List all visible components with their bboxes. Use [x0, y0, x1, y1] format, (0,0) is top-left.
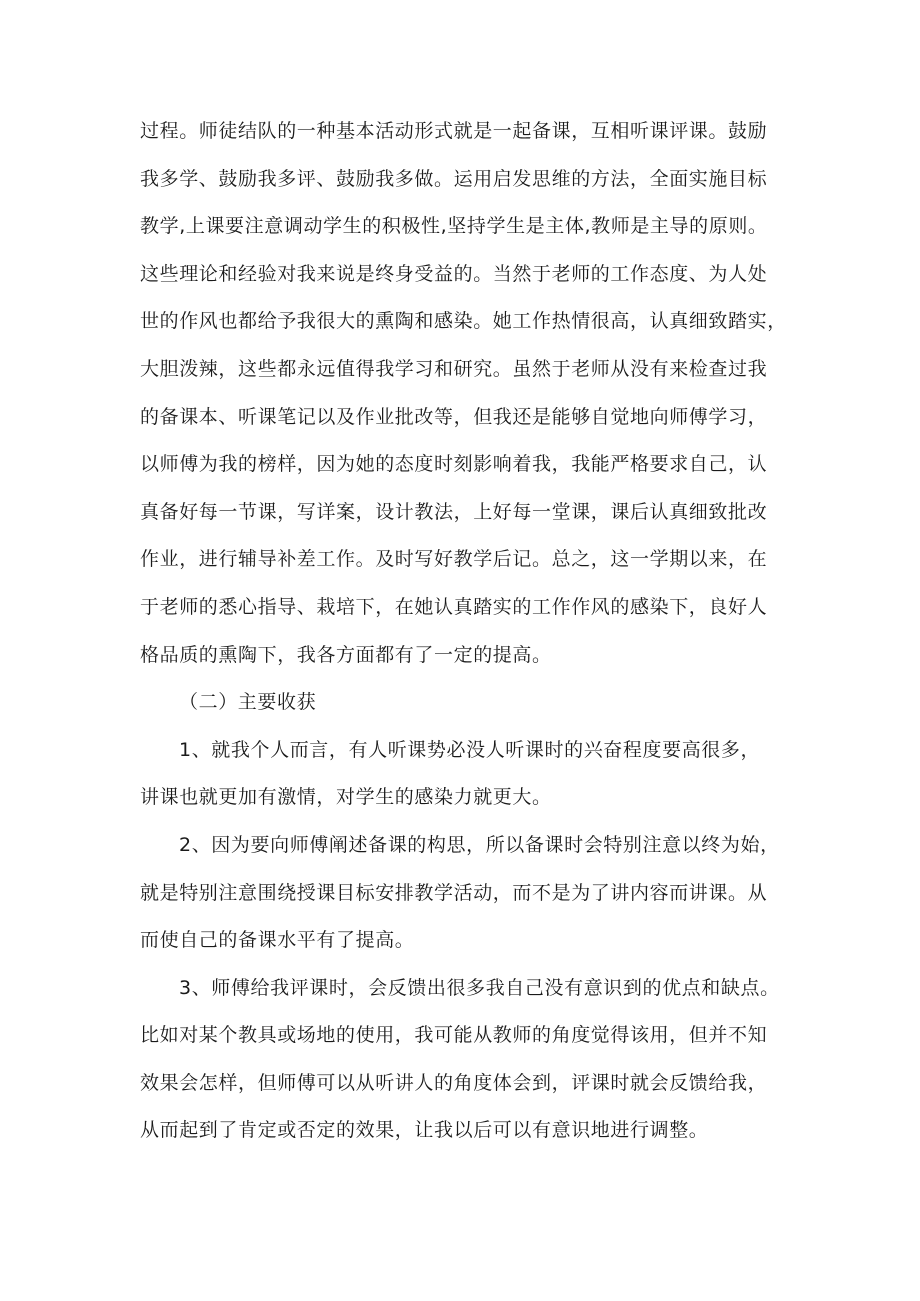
text-line: 从而起到了肯定或否定的效果，让我以后可以有意识地进行调整。 [140, 1119, 709, 1142]
list-item-3 [140, 965, 790, 1155]
text-line: 效果会怎样，但师傅可以从听讲人的角度体会到，评课时就会反馈给我， [140, 1071, 768, 1094]
section-heading-text: （二）主要收获 [179, 691, 317, 714]
text-line: 我多学、鼓励我多评、鼓励我多做。运用启发思维的方法，全面实施目标 [140, 167, 768, 190]
text-line: 教学,上课要注意调动学生的积极性,坚持学生是主体,教师是主导的原则。 [140, 215, 768, 238]
text-line: 3、师傅给我评课时，会反馈出很多我自己没有意识到的优点和缺点。 [179, 976, 780, 999]
text-line: 以师傅为我的榜样，因为她的态度时刻影响着我，我能严格要求自己，认 [140, 453, 768, 476]
text-line: 真备好每一节课，写详案，设计教法，上好每一堂课，课后认真细致批改 [140, 500, 768, 523]
text-line: 的备课本、听课笔记以及作业批改等，但我还是能够自觉地向师傅学习， [140, 405, 768, 428]
text-line: 2、因为要向师傅阐述备课的构思，所以备课时会特别注意以终为始， [179, 833, 780, 856]
text-line: 作业，进行辅导补差工作。及时写好教学后记。总之，这一学期以来，在 [140, 548, 768, 571]
list-item-1 [140, 727, 790, 822]
text-line: 大胆泼辣，这些都永远值得我学习和研究。虽然于老师从没有来检查过我 [140, 357, 768, 380]
list-item-2 [140, 822, 790, 965]
text-line: 就是特别注意围绕授课目标安排教学活动，而不是为了讲内容而讲课。从 [140, 881, 768, 904]
text-line: 讲课也就更加有激情，对学生的感染力就更大。 [140, 786, 552, 809]
text-line: 而使自己的备课水平有了提高。 [140, 929, 415, 952]
text-line: 比如对某个教具或场地的使用，我可能从教师的角度觉得该用，但并不知 [140, 1024, 768, 1047]
text-line: 格品质的熏陶下，我各方面都有了一定的提高。 [140, 643, 552, 666]
text-line: 于老师的悉心指导、栽培下，在她认真踏实的工作作风的感染下，良好人 [140, 595, 768, 618]
document-body [140, 108, 790, 1155]
text-line: 世的作风也都给予我很大的熏陶和感染。她工作热情很高，认真细致踏实， [140, 310, 787, 333]
section-heading [140, 679, 790, 727]
paragraph-mentorship-continued [140, 108, 790, 679]
text-line: 过程。师徒结队的一种基本活动形式就是一起备课，互相听课评课。鼓励 [140, 120, 768, 142]
text-line: 1、就我个人而言，有人听课势必没人听课时的兴奋程度要高很多， [179, 738, 761, 761]
text-line: 这些理论和经验对我来说是终身受益的。当然于老师的工作态度、为人处 [140, 262, 768, 285]
